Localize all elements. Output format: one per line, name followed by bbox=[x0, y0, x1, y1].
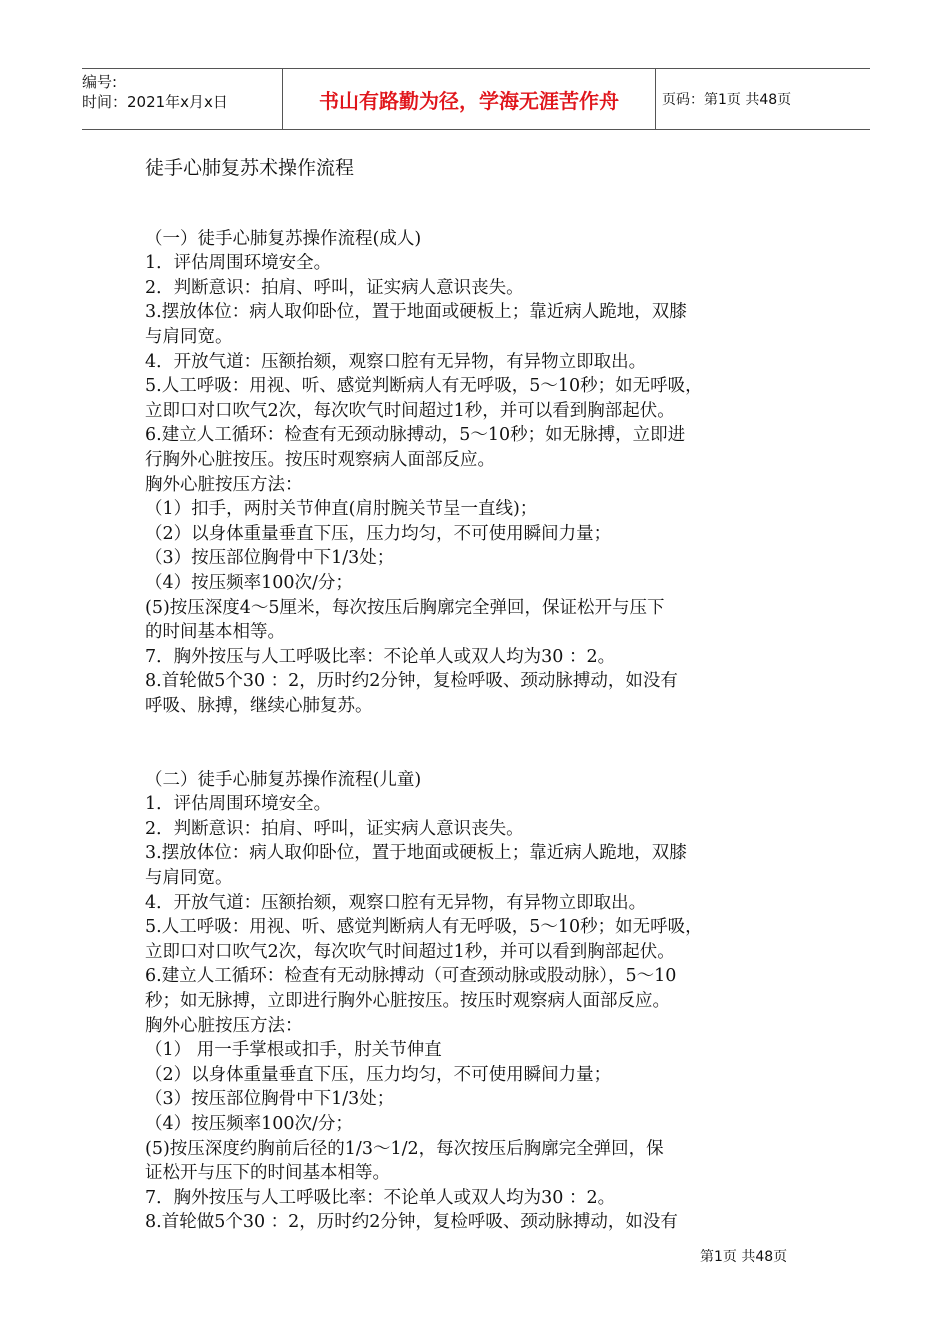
text-line: 呼吸、脉搏，继续心肺复苏。 bbox=[145, 695, 373, 716]
text-line: 4．开放气道：压额抬颏，观察口腔有无异物，有异物立即取出。 bbox=[145, 351, 647, 372]
document-date: 时间：2021年x月x日 bbox=[82, 93, 228, 111]
header-meta bbox=[82, 69, 282, 132]
blank-line bbox=[145, 202, 810, 227]
text-line: 8.首轮做5个30 ：2，历时约2分钟，复检呼吸、颈动脉搏动，如没有 bbox=[145, 671, 678, 692]
document-title: 徒手心肺复苏术操作流程 bbox=[145, 157, 355, 179]
text-line: 立即口对口吹气2次，每次吹气时间超过1秒，并可以看到胸部起伏。 bbox=[145, 941, 675, 962]
page-header bbox=[82, 68, 870, 130]
text-line: （二）徒手心肺复苏操作流程(儿童) bbox=[145, 769, 422, 790]
text-line: (5)按压深度约胸前后径的1/3～1/2，每次按压后胸廓完全弹回，保 bbox=[145, 1138, 664, 1159]
text-line: 胸外心脏按压方法： bbox=[145, 1015, 303, 1036]
text-line: 2．判断意识：拍肩、呼叫，证实病人意识丧失。 bbox=[145, 818, 524, 839]
text-line: 1．评估周围环境安全。 bbox=[145, 794, 332, 815]
text-line: （4）按压频率100次/分； bbox=[145, 572, 353, 593]
footer-page-info: 第1页 共48页 bbox=[700, 1249, 788, 1265]
text-line: （1） 用一手掌根或扣手，肘关节伸直 bbox=[145, 1040, 442, 1061]
text-line: 5.人工呼吸：用视、听、感觉判断病人有无呼吸，5～10秒；如无呼吸， bbox=[145, 917, 703, 938]
text-line: （2）以身体重量垂直下压，压力均匀，不可使用瞬间力量； bbox=[145, 1064, 612, 1085]
text-line: 证松开与压下的时间基本相等。 bbox=[145, 1163, 390, 1184]
text-line: 的时间基本相等。 bbox=[145, 622, 285, 643]
text-line: （1）扣手，两肘关节伸直(肩肘腕关节呈一直线)； bbox=[145, 499, 538, 520]
text-line: 胸外心脏按压方法： bbox=[145, 474, 303, 495]
text-line: 7．胸外按压与人工呼吸比率：不论单人或双人均为30 ：2。 bbox=[145, 646, 616, 667]
text-line: 立即口对口吹气2次，每次吹气时间超过1秒，并可以看到胸部起伏。 bbox=[145, 400, 675, 421]
text-line: 8.首轮做5个30 ：2，历时约2分钟，复检呼吸、颈动脉搏动，如没有 bbox=[145, 1212, 678, 1233]
text-line: 4．开放气道：压额抬颏，观察口腔有无异物，有异物立即取出。 bbox=[145, 892, 647, 913]
document-body bbox=[145, 202, 810, 1235]
text-line: (5)按压深度4～5厘米，每次按压后胸廓完全弹回，保证松开与压下 bbox=[145, 597, 665, 618]
text-line: （一）徒手心肺复苏操作流程(成人) bbox=[145, 228, 422, 249]
text-line: 与肩同宽。 bbox=[145, 326, 233, 347]
blank-line bbox=[145, 743, 810, 768]
text-line: 秒；如无脉搏，立即进行胸外心脏按压。按压时观察病人面部反应。 bbox=[145, 991, 670, 1011]
document-number-label: 编号: bbox=[82, 73, 118, 91]
text-line: （4）按压频率100次/分； bbox=[145, 1113, 353, 1134]
text-line: 1．评估周围环境安全。 bbox=[145, 253, 332, 274]
header-motto: 书山有路勤为径，学海无涯苦作舟 bbox=[282, 69, 656, 129]
text-line: （3）按压部位胸骨中下1/3处； bbox=[145, 548, 395, 569]
text-line: 与肩同宽。 bbox=[145, 868, 233, 889]
text-line: （2）以身体重量垂直下压，压力均匀，不可使用瞬间力量； bbox=[145, 523, 612, 544]
text-line: 5.人工呼吸：用视、听、感觉判断病人有无呼吸，5～10秒；如无呼吸， bbox=[145, 376, 703, 397]
text-line: 7．胸外按压与人工呼吸比率：不论单人或双人均为30 ：2。 bbox=[145, 1187, 616, 1208]
text-line: 6.建立人工循环：检查有无动脉搏动（可查颈动脉或股动脉），5～10 bbox=[145, 966, 677, 987]
text-line: 3.摆放体位：病人取仰卧位，置于地面或硬板上；靠近病人跪地，双膝 bbox=[145, 302, 687, 323]
blank-line bbox=[145, 718, 810, 743]
text-line: 2．判断意识：拍肩、呼叫，证实病人意识丧失。 bbox=[145, 277, 524, 298]
text-line: 3.摆放体位：病人取仰卧位，置于地面或硬板上；靠近病人跪地，双膝 bbox=[145, 843, 687, 864]
text-line: 6.建立人工循环：检查有无颈动脉搏动，5～10秒；如无脉搏，立即进 bbox=[145, 425, 686, 446]
header-page-info: 页码：第1页 共48页 bbox=[662, 92, 792, 108]
text-line: （3）按压部位胸骨中下1/3处； bbox=[145, 1089, 395, 1110]
text-line: 行胸外心脏按压。按压时观察病人面部反应。 bbox=[145, 449, 495, 470]
